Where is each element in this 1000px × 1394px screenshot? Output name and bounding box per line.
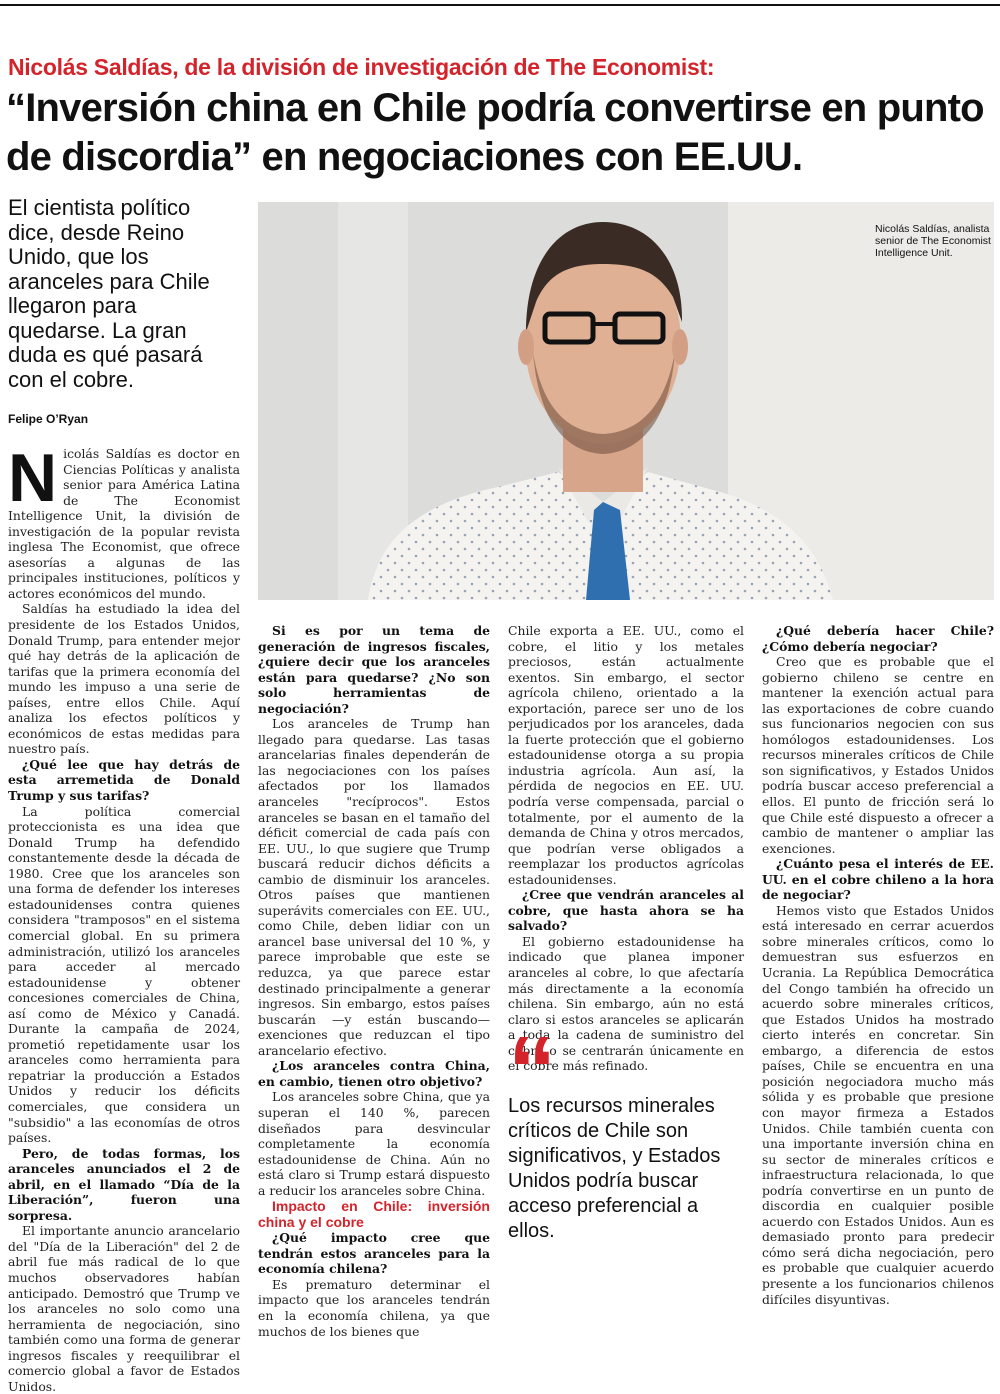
portrait-photo [258,202,994,600]
answer: Los aranceles de Trump han llegado para quedarse. Las tasas arancelarias finales dependerán de las negociaciones con los países afectados por los llamados aranceles "recíprocos". Estos aranceles se basan en el tamaño del déficit comercial de cada país con EE. UU., lo que sugiere que Trump buscará reducir dichos déficits a cambio de disminuir los aranceles. Otros países que mantienen superávits comerciales con EE. UU., como Chile, deben lidiar con un arancel base universal del 10 %, y parece improbable que este se reduzca, ya que parece estar destinado principalmente a generar ingresos. Sin embargo, estos países buscarán —y están buscando— exenciones que reduzcan el tipo arancelario efectivo. [258,716,490,1058]
answer: Los aranceles sobre China, que ya superan el 140 %, parecen diseñados para desvincular completamente la economía estadounidense de China. Aún no está claro si Trump estará dispuesto a reducir los aranceles sobre China. [258,1089,490,1198]
answer: Hemos visto que Estados Unidos está interesado en cerrar acuerdos sobre minerales críticos, como lo demuestran sus esfuerzos en Ucrania. La República Democrática del Congo también ha ofrecido un acuerdo sobre minerales críticos, que Estados Unidos ha mostrado cierto interés en concretar. Sin embargo, a diferencia de estos países, Chile se encuentra en una posición negociadora mucho más sólida y es probable que presione con mayor firmeza a Estados Unidos. Chile también cuenta con una importante inversión china en su sector de minerales críticos e infraestructura relacionada, lo que podría convertirse en un punto de discordia en cualquier posible acuerdo con Estados Unidos. Aun es demasiado pronto para predecir cómo será dicha negociación, pero es probable que cualquier acuerdo presente a los funcionarios chilenos difíciles disyuntivas. [762,902,994,1307]
intro-text: icolás Saldías es doctor en Ciencias Políticas y analista senior para América Latina de The Economist Intelligence Unit, la división de investigación de la popular revista inglesa The Economist, que ofrece asesorías a algunas de las principales instituciones, políticos y actores económicos del mundo. [8,446,240,601]
question: ¿Cree que vendrán aranceles al cobre, que hasta ahora se ha salvado? [508,887,744,934]
question: ¿Qué impacto cree que tendrán estos aranceles para la economía chilena? [258,1230,490,1277]
pull-quote [508,1036,750,1244]
answer: El gobierno estadounidense ha indicado que planea imponer aranceles al cobre, lo que afectaría más directamente a la economía chilena. Sin embargo, aún no está claro si estos aranceles se aplicarán a toda la cadena de suministro del cobre o se centrarán únicamente en el cobre más refinado. [508,933,744,1074]
question: Si es por un tema de generación de ingresos fiscales, ¿quiere decir que los aranceles están para quedarse? ¿No son solo herramientas de negociación? [258,623,490,716]
pull-quote-text: Los recursos minerales críticos de Chile son significativos, y Estados Unidos podría buscar acceso preferencial a ellos. [508,1095,721,1242]
drop-cap: N [8,440,58,516]
answer-continued: Chile exporta a EE. UU., como el cobre, el litio y los metales preciosos, están actualmente exentos. Sin embargo, el sector agrícola chileno, orientado a la exportación, parece ser uno de los perjudicados por los aranceles, dada la fuerte protección que el gobierno estadounidense otorga a su propia industria agrícola. Aun así, la pérdida de negocios en EE. UU. podría verse compensada, parcial o totalmente, por el aumento de la demanda de China y otros mercados, que podrían verse obligados a reemplazar los productos agrícolas estadounidenses. [508,623,744,887]
question: Pero, de todas formas, los aranceles anunciados el 2 de abril, en el llamado “Día de la Liberación”, fueron una sorpresa. [8,1145,240,1223]
answer: El importante anuncio arancelario del "Día de la Liberación" del 2 de abril fue más radical de lo que muchos observadores habían anticipado. Demostró que Trump ve los aranceles no solo como una herramienta de negociación, sino también como una forma de generar ingresos fiscales y reequilibrar el comercio global a favor de Estados Unidos. [8,1223,240,1394]
headline: “Inversión china en Chile podría convertirse en punto de discordia” en negociaciones con EE.UU. [6,86,984,179]
column-2 [258,623,490,1339]
answer: Es prematuro determinar el impacto que los aranceles tendrán en la economía chilena, ya que muchos de los bienes que [258,1276,490,1339]
byline: Felipe O’Ryan [8,412,89,426]
answer: Creo que es probable que el gobierno chileno se centre en mantener la exención actual para las exportaciones de cobre cuando sus funcionarios negocien con sus homólogos estadounidenses. Los recursos minerales críticos de Chile son significativos, y Estados Unidos podría buscar acceso preferencial a ellos. El punto de fricción será lo que Chile esté dispuesto a ofrecer a cambio de mantener o ampliar las exenciones. [762,654,994,856]
column-4 [762,623,994,1307]
question: ¿Los aranceles contra China, en cambio, tienen otro objetivo? [258,1058,490,1089]
question: ¿Qué lee que hay detrás de esta arremetida de Donald Trump y sus tarifas? [8,756,240,804]
top-rule [0,4,1000,6]
paragraph: Saldías ha estudiado la idea del presidente de los Estados Unidos, Donald Trump, para entender mejor qué hay detrás de la aplicación de tarifas que la primera economía del mundo les impuso a una serie de países, entre ellos Chile. Aquí analiza los efectos políticos y económicos de estas medidas para nuestro país. [8,601,240,757]
quote-mark-icon [508,1036,750,1084]
section-subhead: Impacto en Chile: inversión china y el cobre [258,1198,490,1231]
kicker: Nicolás Saldías, de la división de investigación de The Economist: [8,54,715,80]
question: ¿Qué debería hacer Chile? ¿Cómo debería negociar? [762,623,994,654]
portrait-illustration [258,202,994,600]
deck: El cientista político dice, desde Reino Unido, que los aranceles para Chile llegaron para quedarse. La gran duda es qué pasará con el cobre. [8,195,210,392]
column-3 [508,623,744,1074]
answer: La política comercial proteccionista es una idea que Donald Trump ha defendido constantemente desde la década de 1980. Cree que los aranceles son una forma de defender los intereses estadounidenses contra quienes considera "tramposos" en el sistema comercial global. En su primera administración, utilizó los aranceles para acceder al mercado estadounidense y obtener concesiones comerciales de China, así como de México y Canadá. Durante la campaña de 2024, prometió repetidamente usar los aranceles como herramienta para repatriar la producción a Estados Unidos y reducir los déficits comerciales, que considera un "subsidio" a las economías de otros países. [8,803,240,1146]
question: ¿Cuánto pesa el interés de EE. UU. en el cobre chileno a la hora de negociar? [762,856,994,903]
intro-paragraph [8,440,240,601]
column-1 [8,440,240,1394]
photo-caption: Nicolás Saldías, analista senior de The Economist Intelligence Unit. [875,223,991,259]
